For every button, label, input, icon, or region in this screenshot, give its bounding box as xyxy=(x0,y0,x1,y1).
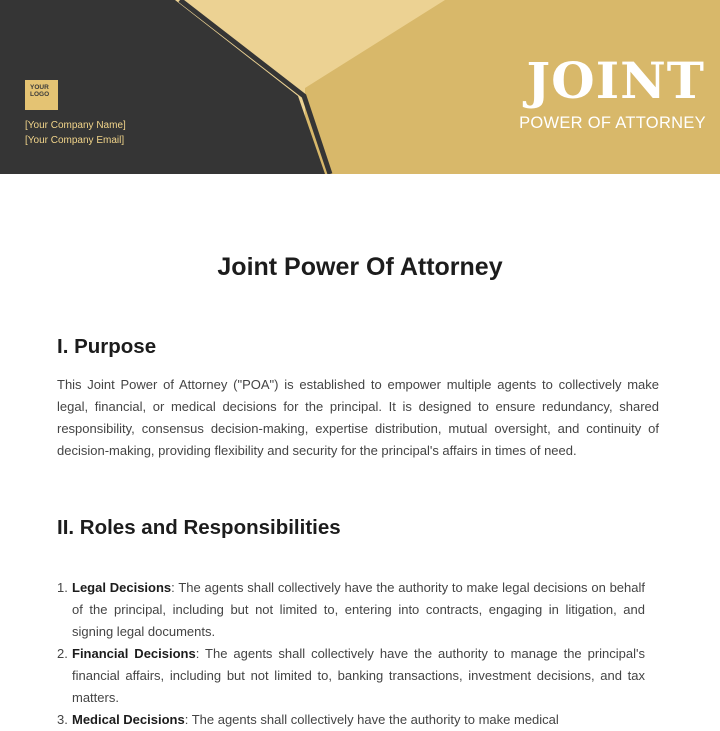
company-email: [Your Company Email] xyxy=(25,135,125,146)
list-text: : The agents shall collectively have the authority to make medical xyxy=(184,712,559,727)
list-item xyxy=(57,577,645,643)
banner-subtitle: POWER OF ATTORNEY xyxy=(519,114,706,132)
banner-title: JOINT xyxy=(526,51,705,110)
list-term: Financial Decisions xyxy=(72,646,196,661)
purpose-heading: I. Purpose xyxy=(57,335,157,358)
logo-line-2: LOGO xyxy=(30,91,50,98)
roles-heading: II. Roles and Responsibilities xyxy=(57,516,341,539)
list-term: Legal Decisions xyxy=(72,580,172,595)
logo-line-1: YOUR xyxy=(30,84,49,91)
list-term: Medical Decisions xyxy=(72,712,185,727)
list-item xyxy=(57,709,645,731)
list-text: : The agents shall collectively have the authority to manage the principal's financial affairs, including but not limited to, banking transactions, investment decisions, and tax matters. xyxy=(72,646,645,705)
list-number: 2. xyxy=(57,646,68,661)
list-number: 3. xyxy=(57,712,68,727)
header-banner xyxy=(0,0,720,174)
roles-list xyxy=(57,577,645,731)
list-number: 1. xyxy=(57,580,68,595)
company-logo xyxy=(25,80,58,110)
company-name: [Your Company Name] xyxy=(25,120,126,131)
purpose-paragraph: This Joint Power of Attorney ("POA") is established to empower multiple agents to collectively make legal, financial, or medical decisions for the principal. It is designed to ensure redundancy, shared responsibility, consensus decision-making, expertise distribution, mutual oversight, and continuity of decision-making, providing flexibility and security for the principal's affairs in times of need. xyxy=(57,377,659,458)
list-item xyxy=(57,643,645,709)
document-title: Joint Power Of Attorney xyxy=(217,253,503,281)
list-text: : The agents shall collectively have the authority to make legal decisions on behalf of the principal, including but not limited to, entering into contracts, engaging in litigation, and signing legal documents. xyxy=(72,580,645,639)
